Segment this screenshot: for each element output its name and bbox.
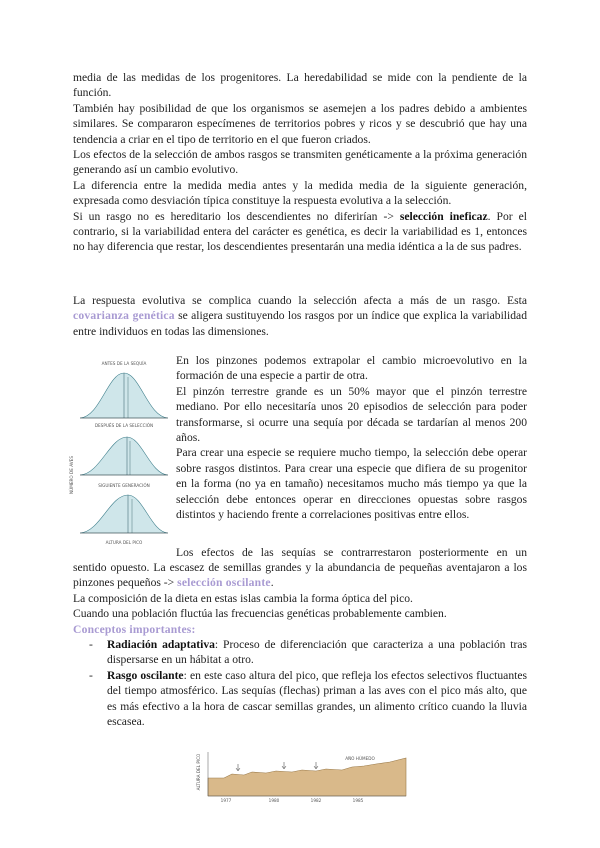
term-seleccion-oscilante: selección oscilante (177, 576, 271, 590)
paragraph: media de las medidas de los progenitores. La heredabilidad se mide con la pendiente de la función. (73, 71, 527, 100)
covarianza-block (73, 293, 527, 339)
paragraph-oscilante: sentido opuesto. La escasez de semillas grandes y la abundancia de pequeñas aventajaron a los pinzones pequeños -> selección oscilante. (73, 561, 527, 590)
lower-text-block (73, 560, 527, 729)
paragraph: Los efectos de la selección de ambos rasgos se transmiten genéticamente a la próxima generación generando así un cambio evolutivo. (73, 148, 527, 177)
concepts-list (73, 637, 527, 729)
chart-annotation: AÑO HÚMEDO (345, 756, 375, 761)
beak-height-chart (192, 744, 408, 806)
term-covarianza-genetica: covarianza genética (73, 309, 175, 323)
oscilante-indent-line: Los efectos de las sequías se contrarrestaron posteriormente en un (176, 546, 527, 559)
concepts-heading: Conceptos importantes: (73, 622, 196, 636)
paragraph: El pinzón terrestre grande es un 50% mayor que el pinzón terrestre mediano. Por ello necesitaría unos 20 episodios de selección para poder transformarse, si ocurre una sequía por década se tardarían al menos 200 años. (176, 384, 527, 445)
paragraph: Cuando una población fluctúa las frecuencias genéticas probablemente cambien. (73, 607, 447, 621)
figure-y-label: NÚMERO DE AVES (69, 456, 74, 494)
panel-label: SIGUIENTE GENERACIÓN (98, 483, 150, 488)
chart-y-label: ALTURA DEL PICO (196, 753, 201, 791)
paragraph: En los pinzones podemos extrapolar el cambio microevolutivo en la formación de una especie a partir de otra. (176, 354, 527, 383)
term-seleccion-ineficaz: selección ineficaz (399, 209, 488, 223)
panel-label: ANTES DE LA SEQUÍA (101, 361, 147, 366)
panel-label: DESPUÉS DE LA SELECCIÓN (94, 423, 154, 428)
chart-tick: 1977 (220, 798, 232, 803)
chart-tick: 1982 (310, 798, 322, 803)
term-rasgo-oscilante: Rasgo oscilante (107, 668, 184, 682)
paragraph: La composición de la dieta en estas islas cambia la forma óptica del pico. (73, 591, 413, 605)
top-text-block (73, 70, 527, 255)
paragraph-ineficaz: Si un rasgo no es hereditario los descendientes no diferirían -> selección ineficaz. Por el contrario, si la variabilidad entera del carácter es genética, es decir la variabilidad es 1, entonces no hay diferencia que restar, los descendientes presentarán una media idéntica a la de sus padres. (73, 209, 527, 254)
chart-tick: 1985 (352, 798, 364, 803)
paragraph: La diferencia entre la medida media antes y la medida media de la siguiente generación, expresada como desviación típica constituye la respuesta evolutiva a la selección. (73, 178, 527, 208)
figure-x-label: ALTURA DEL PICO (105, 540, 143, 545)
paragraph: Para crear una especie se requiere mucho tiempo, la selección debe operar sobre rasgos distintos. Para crear una especie que difiera de su progenitor en la forma (no ya en tamaño) necesitamos mucho más tiempo ya que la selección debe entonces operar en direcciones opuestas sobre rasgos distintos y haciendo frente a correlaciones positivas entre ellos. (176, 446, 527, 522)
chart-tick: 1980 (268, 798, 280, 803)
right-text-column (176, 353, 527, 522)
list-item: - Radiación adaptativa: Proceso de diferenciación que caracteriza a una población tras dispersarse en un hábitat a otro. (89, 638, 527, 667)
paragraph: También hay posibilidad de que los organismos se asemejen a los padres debido a ambientes similares. Se compararon especímenes de territorios pobres y ricos y se descubrió que hay una tendencia a criar en el tipo de territorio en el que fueron criados. (73, 101, 527, 146)
beak-distribution-figure (70, 355, 169, 548)
term-radiacion-adaptativa: Radiación adaptativa (107, 638, 215, 652)
list-item: - Rasgo oscilante: en este caso altura del pico, que refleja los efectos selectivos fluctuantes del tiempo atmosférico. Las sequías (flechas) priman a las aves con el pico más alto, que es más efectivo a la hora de cascar semillas grandes, un alimento crítico cuando la lluvia escasea. (89, 668, 527, 729)
paragraph-covarianza: La respuesta evolutiva se complica cuando la selección afecta a más de un rasgo. Esta covarianza genética se aligera sustituyendo los rasgos por un índice que explica la variabilidad entre individuos en todas las dimensiones. (73, 294, 527, 338)
